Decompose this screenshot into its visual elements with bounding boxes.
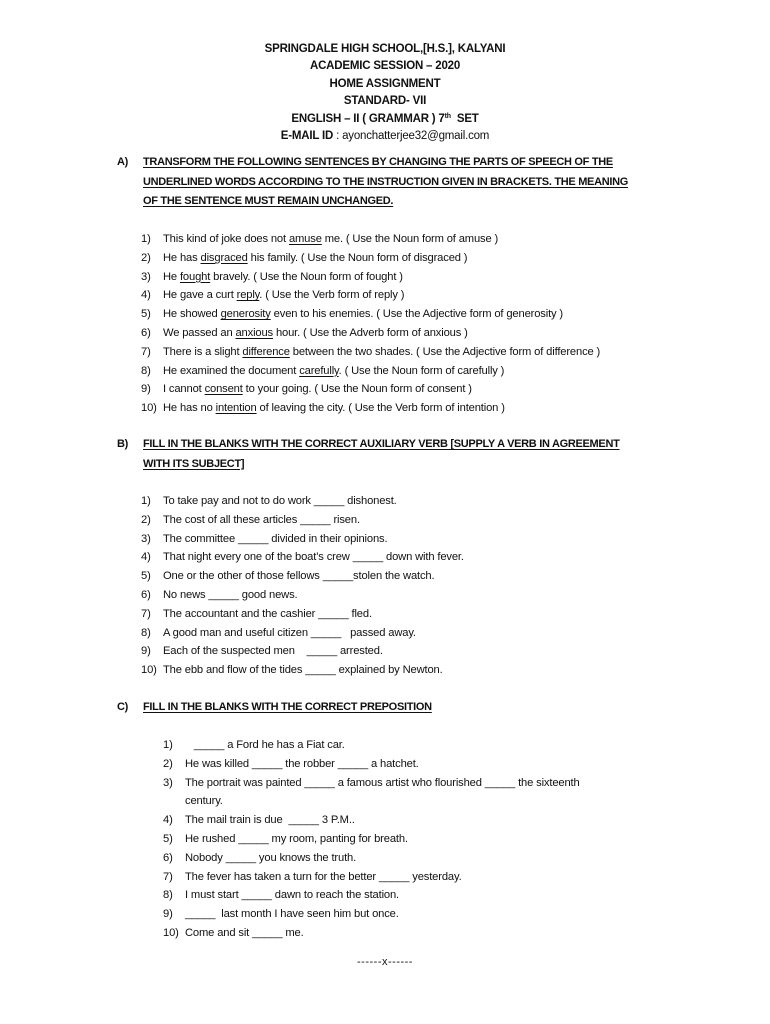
item-text: Come and sit _____ me.	[185, 926, 304, 939]
list-item	[163, 830, 703, 849]
item-text: The cost of all these articles _____ risen.	[163, 513, 360, 526]
item-text: Nobody _____ you knows the truth.	[185, 851, 357, 864]
heading-line: FILL IN THE BLANKS WITH THE CORRECT PREPOSITION	[143, 701, 432, 713]
document-header	[0, 41, 770, 145]
section-a-heading	[117, 153, 661, 212]
item-number: 10)	[163, 926, 179, 939]
item-number: 9)	[163, 908, 173, 921]
heading-line: OF THE SENTENCE MUST REMAIN UNCHANGED.	[143, 195, 394, 207]
item-text: He has disgraced his family. ( Use the Noun form of disgraced )	[163, 251, 468, 264]
item-number: 3)	[141, 532, 151, 545]
item-text: One or the other of those fellows _____stolen the watch.	[163, 570, 435, 583]
section-b-questions	[141, 492, 701, 680]
item-text: He showed generosity even to his enemies. ( Use the Adjective form of generosity )	[163, 308, 564, 321]
email-line	[0, 128, 770, 145]
underlined-word: disgraced	[200, 251, 248, 264]
item-number: 8)	[141, 364, 151, 377]
list-item	[141, 343, 701, 362]
item-text: That night every one of the boat’s crew _____ down with fever.	[163, 551, 464, 564]
list-item	[163, 736, 703, 755]
section-b-letter: B)	[117, 438, 129, 450]
list-item	[163, 811, 703, 830]
section-b-instructions	[143, 435, 661, 474]
academic-session: ACADEMIC SESSION – 2020	[309, 60, 461, 73]
item-number: 1)	[141, 495, 151, 507]
item-text: Each of the suspected men _____ arrested.	[163, 645, 383, 658]
item-number: 2)	[163, 757, 173, 770]
item-text: This kind of joke does not amuse me. ( Use the Noun form of amuse )	[163, 233, 499, 245]
list-item	[163, 886, 703, 905]
item-number: 2)	[141, 513, 151, 526]
item-text: He gave a curt reply. ( Use the Verb form of reply )	[163, 289, 405, 302]
item-text: The committee _____ divided in their opinions.	[163, 532, 388, 545]
item-number: 4)	[141, 289, 151, 302]
list-item	[141, 249, 701, 268]
list-item	[141, 661, 701, 680]
item-number: 1)	[163, 739, 173, 751]
item-number: 3)	[141, 270, 151, 283]
list-item	[163, 774, 703, 812]
underlined-word: intention	[215, 402, 257, 415]
list-item	[141, 286, 701, 305]
list-item	[163, 905, 703, 924]
item-number: 7)	[141, 607, 151, 620]
item-number: 4)	[141, 551, 151, 564]
list-item	[163, 849, 703, 868]
section-a-instructions	[143, 153, 661, 212]
underlined-word: fought	[179, 270, 211, 283]
list-item	[163, 755, 703, 774]
list-item	[141, 230, 701, 249]
item-number: 7)	[163, 870, 173, 883]
item-number: 6)	[163, 851, 173, 864]
item-continuation: century.	[185, 795, 223, 808]
underlined-word: consent	[204, 383, 243, 396]
subject-line	[0, 111, 770, 128]
list-item	[141, 548, 701, 567]
item-text: I must start _____ dawn to reach the station.	[185, 889, 400, 902]
underlined-word: difference	[242, 345, 290, 358]
item-number: 4)	[163, 814, 173, 827]
list-item	[141, 492, 701, 511]
item-text: The fever has taken a turn for the better _____ yesterday.	[185, 870, 462, 883]
item-text: He has no intention of leaving the city. ( Use the Verb form of intention )	[163, 402, 505, 415]
list-item	[141, 624, 701, 643]
item-text: The portrait was painted _____ a famous artist who flourished _____ the sixteenth century.	[185, 774, 655, 812]
heading-line: TRANSFORM THE FOLLOWING SENTENCES BY CHANGING THE PARTS OF SPEECH OF THE	[143, 156, 613, 168]
item-number: 6)	[141, 588, 151, 601]
item-number: 1)	[141, 233, 151, 245]
list-item	[141, 399, 701, 418]
list-item	[163, 868, 703, 887]
item-number: 8)	[163, 889, 173, 902]
underlined-word: generosity	[220, 308, 271, 321]
item-number: 9)	[141, 383, 151, 396]
item-number: 9)	[141, 645, 151, 658]
item-text: The ebb and flow of the tides _____ explained by Newton.	[163, 664, 443, 677]
heading-line: UNDERLINED WORDS ACCORDING TO THE INSTRUCTION GIVEN IN BRACKETS. THE MEANING	[143, 175, 629, 188]
item-number: 10)	[141, 402, 157, 415]
email-label: E-MAIL ID	[280, 130, 334, 143]
subject-superscript: th	[444, 112, 451, 120]
section-a-questions	[141, 230, 701, 418]
underlined-word: reply	[236, 289, 260, 302]
section-b-heading	[117, 435, 661, 474]
item-number: 5)	[141, 570, 151, 583]
item-number: 3)	[163, 776, 173, 789]
heading-line: FILL IN THE BLANKS WITH THE CORRECT AUXILIARY VERB [SUPPLY A VERB IN AGREEMENT	[143, 438, 620, 450]
list-item	[141, 268, 701, 287]
item-number: 10)	[141, 664, 157, 677]
standard: STANDARD- VII	[343, 95, 427, 108]
section-c-questions	[163, 736, 703, 943]
item-number: 5)	[141, 308, 151, 321]
list-item	[141, 511, 701, 530]
list-item	[141, 605, 701, 624]
item-number: 6)	[141, 326, 151, 339]
item-text: The mail train is due _____ 3 P.M..	[185, 814, 355, 827]
list-item	[141, 567, 701, 586]
list-item	[141, 642, 701, 661]
item-text: He was killed _____ the robber _____ a hatchet.	[185, 757, 419, 770]
section-c-letter: C)	[117, 701, 129, 713]
end-marker: ------x------	[357, 956, 413, 968]
subject-suffix: SET	[456, 112, 479, 125]
item-text: There is a slight difference between the two shades. ( Use the Adjective form of difference )	[163, 345, 601, 358]
item-text: He fought bravely. ( Use the Noun form of fought )	[163, 270, 403, 283]
school-name: SPRINGDALE HIGH SCHOOL,[H.S.], KALYANI	[264, 43, 506, 55]
underlined-word: amuse	[288, 233, 322, 245]
section-c-instructions	[143, 698, 661, 718]
list-item	[163, 924, 703, 943]
item-number: 8)	[141, 626, 151, 639]
item-text: _____ last month I have seen him but once.	[185, 908, 399, 921]
list-item	[141, 530, 701, 549]
assignment-type: HOME ASSIGNMENT	[329, 77, 441, 90]
subject-prefix: ENGLISH – II ( GRAMMAR ) 7	[291, 112, 445, 125]
underlined-word: anxious	[235, 326, 273, 339]
list-item	[141, 305, 701, 324]
item-text: He examined the document carefully. ( Use the Noun form of carefully )	[163, 364, 505, 377]
item-text: I cannot consent to your going. ( Use the Noun form of consent )	[163, 383, 472, 396]
item-text: No news _____ good news.	[163, 588, 298, 601]
item-text: We passed an anxious hour. ( Use the Adverb form of anxious )	[163, 326, 468, 339]
item-text: He rushed _____ my room, panting for breath.	[185, 832, 408, 845]
item-number: 7)	[141, 345, 151, 358]
item-text: To take pay and not to do work _____ dishonest.	[163, 495, 397, 507]
list-item	[141, 380, 701, 399]
item-text: _____ a Ford he has a Fiat car.	[185, 739, 345, 751]
section-c-heading	[117, 698, 661, 718]
item-text: The accountant and the cashier _____ fled.	[163, 607, 372, 620]
item-number: 5)	[163, 832, 173, 845]
list-item	[141, 324, 701, 343]
underlined-word: carefully	[299, 364, 339, 377]
item-text: A good man and useful citizen _____ passed away.	[163, 626, 416, 639]
item-number: 2)	[141, 251, 151, 264]
section-a-letter: A)	[117, 156, 129, 168]
email-value: : ayonchatterjee32@gmail.com	[336, 130, 490, 143]
heading-line: WITH ITS SUBJECT]	[143, 457, 245, 470]
list-item	[141, 362, 701, 381]
list-item	[141, 586, 701, 605]
